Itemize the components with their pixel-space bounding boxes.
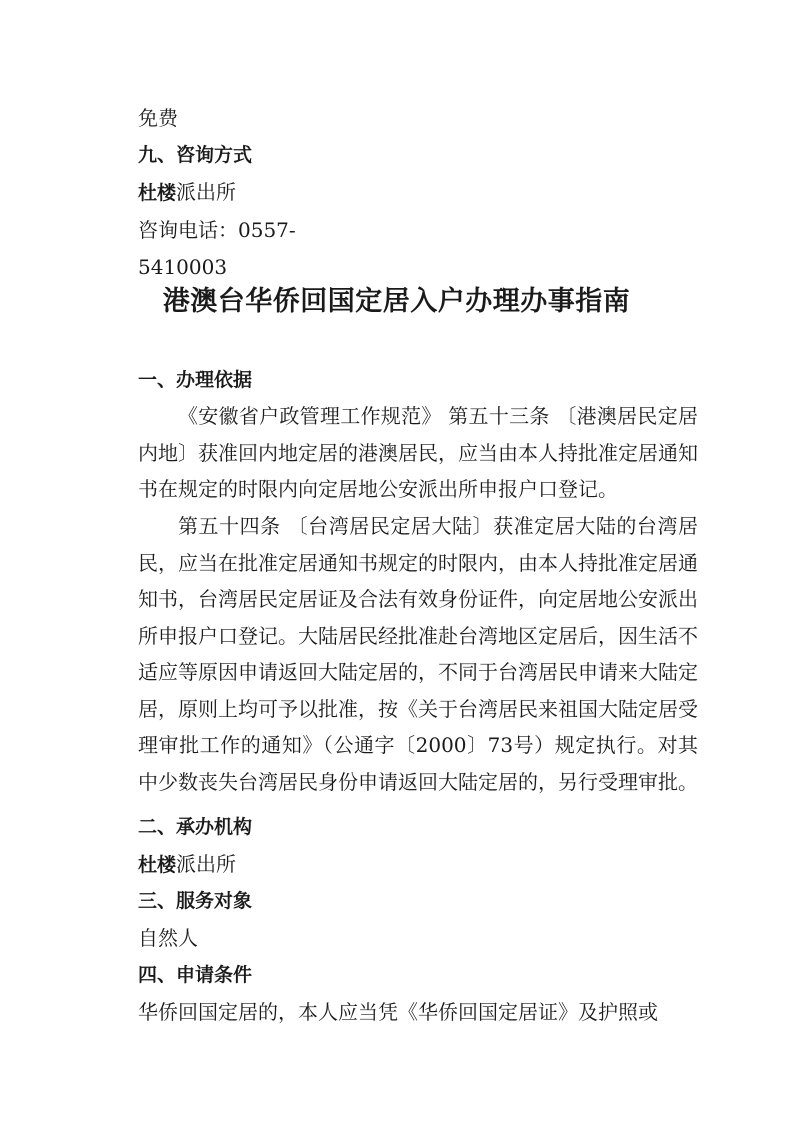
contact-org-rest: 派出所: [176, 180, 237, 204]
phone-line-2: 5410003: [138, 255, 228, 279]
section-1-heading: 一、办理依据: [138, 369, 253, 391]
section-3-heading: 三、服务对象: [138, 890, 253, 912]
contact-org-bold: 杜楼: [138, 182, 177, 204]
section-1-paragraph-1: 《安徽省户政管理工作规范》 第五十三条 〔港澳居民定居内地〕获准回内地定居的港澳居民，应当由本人持批准定居通知书在规定的时限内向定居地公安派出所申报户口登记。: [138, 404, 698, 501]
section-2-org: [138, 852, 236, 877]
section-1-paragraph-2: 第五十四条 〔台湾居民定居大陆〕获准定居大陆的台湾居民，应当在批准定居通知书规定的时限内，由本人持批准定居通知书，台湾居民定居证及合法有效身份证件，向定居地公安派出所申报户口登记。大陆居民经批准赴台湾地区定居后，因生活不适应等原因申请返回大陆定居的，不同于台湾居民申请来大陆定居，原则上均可予以批准，按《关于台湾居民来祖国大陆定居受理审批工作的通知》（公通字〔2000〕73号）规定执行。对其中少数丧失台湾居民身份申请返回大陆定居的，另行受理审批。: [138, 514, 698, 794]
section-4-heading: 四、申请条件: [138, 964, 253, 986]
phone-line-1: 咨询电话：0557-: [138, 218, 296, 242]
section-2-org-rest: 派出所: [176, 852, 237, 876]
document-title: 港澳台华侨回国定居入户办理办事指南: [162, 286, 631, 317]
section-2-heading: 二、承办机构: [138, 816, 253, 838]
section-4-text: 华侨回国定居的，本人应当凭《华侨回国定居证》及护照或: [138, 1000, 658, 1024]
section-9-heading: 九、咨询方式: [138, 144, 253, 166]
fee-text: 免费: [138, 106, 178, 130]
section-3-text: 自然人: [138, 926, 198, 950]
contact-org: [138, 180, 236, 205]
section-2-org-bold: 杜楼: [138, 854, 177, 876]
